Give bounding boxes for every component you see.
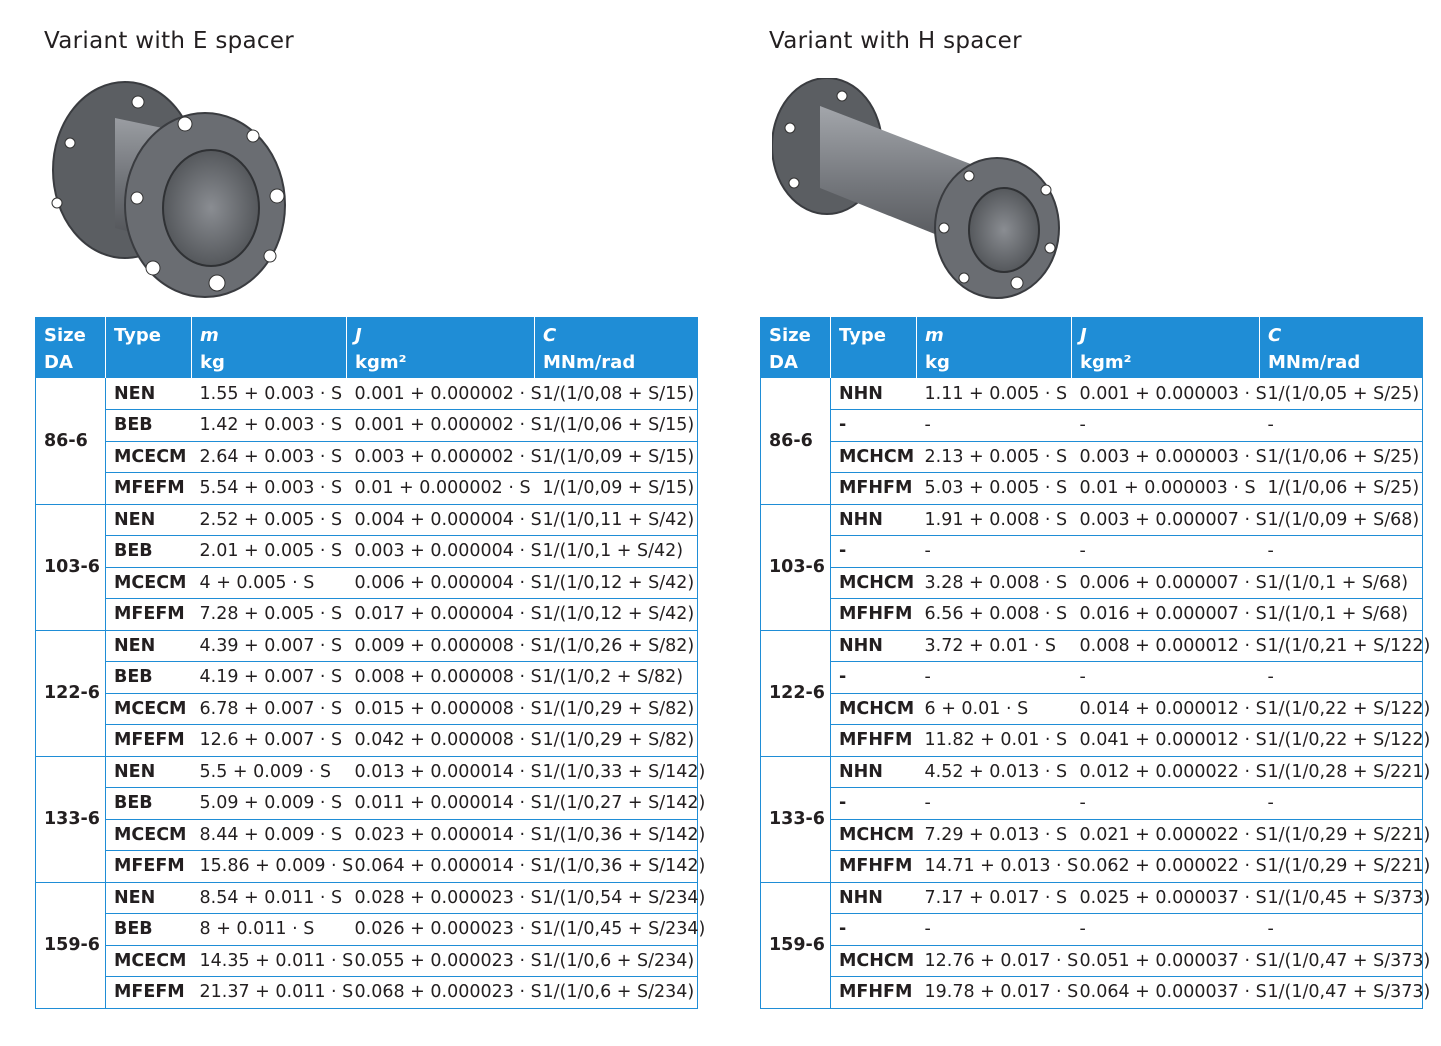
j-cell: - — [1072, 914, 1260, 946]
j-cell: 0.003 + 0.000004 · S — [347, 536, 535, 568]
j-cell: 0.016 + 0.000007 · S — [1072, 599, 1260, 631]
table-row — [36, 977, 698, 1009]
c-cell: 1/(1/0,26 + S/82) — [535, 630, 698, 662]
c-cell: 1/(1/0,1 + S/68) — [1260, 567, 1423, 599]
size-cell: 133-6 — [36, 756, 106, 882]
m-cell: 14.35 + 0.011 · S — [192, 945, 347, 977]
h-spacer-table-body — [761, 378, 1431, 1008]
j-cell: 0.017 + 0.000004 · S — [347, 599, 535, 631]
c-cell: 1/(1/0,09 + S/15) — [535, 473, 698, 505]
m-cell: 1.55 + 0.003 · S — [192, 378, 347, 410]
type-cell: MCECM — [106, 819, 192, 851]
type-cell: MFEFM — [106, 851, 192, 883]
header-j: J kgm² — [347, 318, 535, 379]
type-cell: BEB — [106, 788, 192, 820]
table-row — [761, 788, 1423, 820]
size-cell: 122-6 — [761, 630, 831, 756]
m-cell: 8.54 + 0.011 · S — [192, 882, 347, 914]
m-cell: 21.37 + 0.011 · S — [192, 977, 347, 1009]
table-row — [761, 410, 1423, 442]
h-spacer-title: Variant with H spacer — [769, 28, 1022, 54]
j-cell: 0.064 + 0.000014 · S — [347, 851, 535, 883]
c-cell: 1/(1/0,09 + S/15) — [535, 441, 698, 473]
type-cell: MFHFM — [831, 725, 917, 757]
type-cell: BEB — [106, 662, 192, 694]
size-cell: 122-6 — [36, 630, 106, 756]
j-cell: 0.008 + 0.000012 · S — [1072, 630, 1260, 662]
type-cell: MCHCM — [831, 441, 917, 473]
table-row — [761, 473, 1423, 505]
c-cell: 1/(1/0,36 + S/142) — [535, 819, 698, 851]
type-cell: - — [831, 788, 917, 820]
type-cell: MCECM — [106, 441, 192, 473]
c-cell: 1/(1/0,54 + S/234) — [535, 882, 698, 914]
type-cell: MFEFM — [106, 725, 192, 757]
header-type: Type — [831, 318, 917, 379]
j-cell: 0.062 + 0.000022 · S — [1072, 851, 1260, 883]
table-row — [36, 630, 698, 662]
table-row — [761, 536, 1423, 568]
table-header-row — [761, 318, 1423, 379]
m-cell: 14.71 + 0.013 · S — [917, 851, 1072, 883]
table-row — [761, 693, 1423, 725]
type-cell: MFEFM — [106, 977, 192, 1009]
size-cell: 86-6 — [761, 378, 831, 504]
table-row — [761, 441, 1423, 473]
m-cell: 8.44 + 0.009 · S — [192, 819, 347, 851]
table-row — [36, 441, 698, 473]
c-cell: 1/(1/0,45 + S/234) — [535, 914, 698, 946]
m-cell: 6.78 + 0.007 · S — [192, 693, 347, 725]
type-cell: NHN — [831, 378, 917, 410]
e-spacer-illustration — [45, 78, 295, 300]
j-cell: 0.012 + 0.000022 · S — [1072, 756, 1260, 788]
type-cell: NEN — [106, 630, 192, 662]
m-cell: 5.54 + 0.003 · S — [192, 473, 347, 505]
type-cell: NEN — [106, 756, 192, 788]
c-cell: 1/(1/0,21 + S/122) — [1260, 630, 1423, 662]
type-cell: MCHCM — [831, 819, 917, 851]
table-row — [761, 662, 1423, 694]
m-cell: 5.03 + 0.005 · S — [917, 473, 1072, 505]
type-cell: MCHCM — [831, 567, 917, 599]
table-row — [761, 756, 1423, 788]
type-cell: MFHFM — [831, 977, 917, 1009]
c-cell: 1/(1/0,29 + S/221) — [1260, 819, 1423, 851]
type-cell: MCHCM — [831, 693, 917, 725]
m-cell: - — [917, 788, 1072, 820]
j-cell: - — [1072, 536, 1260, 568]
table-row — [36, 473, 698, 505]
j-cell: - — [1072, 662, 1260, 694]
type-cell: NHN — [831, 756, 917, 788]
type-cell: NHN — [831, 630, 917, 662]
header-c: C MNm/rad — [535, 318, 698, 379]
j-cell: 0.01 + 0.000002 · S — [347, 473, 535, 505]
c-cell: 1/(1/0,08 + S/15) — [535, 378, 698, 410]
type-cell: NHN — [831, 504, 917, 536]
table-row — [761, 914, 1423, 946]
j-cell: 0.051 + 0.000037 · S — [1072, 945, 1260, 977]
m-cell: - — [917, 410, 1072, 442]
c-cell: 1/(1/0,29 + S/82) — [535, 725, 698, 757]
type-cell: NEN — [106, 504, 192, 536]
j-cell: 0.064 + 0.000037 · S — [1072, 977, 1260, 1009]
c-cell: - — [1260, 536, 1423, 568]
m-cell: 4 + 0.005 · S — [192, 567, 347, 599]
type-cell: - — [831, 662, 917, 694]
c-cell: 1/(1/0,47 + S/373) — [1260, 945, 1423, 977]
m-cell: 15.86 + 0.009 · S — [192, 851, 347, 883]
j-cell: 0.01 + 0.000003 · S — [1072, 473, 1260, 505]
c-cell: 1/(1/0,22 + S/122) — [1260, 725, 1423, 757]
j-cell: 0.003 + 0.000007 · S — [1072, 504, 1260, 536]
type-cell: MCECM — [106, 945, 192, 977]
j-cell: 0.068 + 0.000023 · S — [347, 977, 535, 1009]
type-cell: - — [831, 410, 917, 442]
m-cell: 8 + 0.011 · S — [192, 914, 347, 946]
table-row — [761, 977, 1423, 1009]
j-cell: 0.001 + 0.000002 · S — [347, 378, 535, 410]
type-cell: MCECM — [106, 567, 192, 599]
table-row — [36, 599, 698, 631]
m-cell: 6.56 + 0.008 · S — [917, 599, 1072, 631]
header-size: Size DA — [761, 318, 831, 379]
m-cell: 2.01 + 0.005 · S — [192, 536, 347, 568]
table-row — [36, 504, 698, 536]
c-cell: 1/(1/0,27 + S/142) — [535, 788, 698, 820]
table-row — [36, 756, 698, 788]
c-cell: 1/(1/0,22 + S/122) — [1260, 693, 1423, 725]
m-cell: - — [917, 662, 1072, 694]
m-cell: 2.52 + 0.005 · S — [192, 504, 347, 536]
header-c: C MNm/rad — [1260, 318, 1423, 379]
type-cell: NEN — [106, 882, 192, 914]
table-row — [761, 567, 1423, 599]
table-row — [761, 378, 1423, 410]
m-cell: 7.17 + 0.017 · S — [917, 882, 1072, 914]
m-cell: - — [917, 914, 1072, 946]
size-cell: 103-6 — [36, 504, 106, 630]
c-cell: - — [1260, 410, 1423, 442]
table-row — [36, 410, 698, 442]
c-cell: 1/(1/0,06 + S/15) — [535, 410, 698, 442]
j-cell: 0.013 + 0.000014 · S — [347, 756, 535, 788]
header-type: Type — [106, 318, 192, 379]
j-cell: 0.009 + 0.000008 · S — [347, 630, 535, 662]
e-spacer-table — [35, 317, 706, 1009]
j-cell: - — [1072, 410, 1260, 442]
c-cell: 1/(1/0,05 + S/25) — [1260, 378, 1423, 410]
c-cell: 1/(1/0,33 + S/142) — [535, 756, 698, 788]
j-cell: 0.021 + 0.000022 · S — [1072, 819, 1260, 851]
m-cell: 5.5 + 0.009 · S — [192, 756, 347, 788]
table-row — [36, 851, 698, 883]
table-row — [36, 725, 698, 757]
type-cell: BEB — [106, 410, 192, 442]
header-m: m kg — [917, 318, 1072, 379]
header-size: Size DA — [36, 318, 106, 379]
m-cell: 7.29 + 0.013 · S — [917, 819, 1072, 851]
type-cell: BEB — [106, 914, 192, 946]
m-cell: 4.52 + 0.013 · S — [917, 756, 1072, 788]
m-cell: 11.82 + 0.01 · S — [917, 725, 1072, 757]
m-cell: 2.13 + 0.005 · S — [917, 441, 1072, 473]
c-cell: 1/(1/0,06 + S/25) — [1260, 473, 1423, 505]
m-cell: 3.72 + 0.01 · S — [917, 630, 1072, 662]
c-cell: 1/(1/0,45 + S/373) — [1260, 882, 1423, 914]
table-row — [36, 882, 698, 914]
type-cell: MFEFM — [106, 473, 192, 505]
type-cell: - — [831, 914, 917, 946]
j-cell: 0.003 + 0.000003 · S — [1072, 441, 1260, 473]
j-cell: 0.028 + 0.000023 · S — [347, 882, 535, 914]
table-row — [36, 567, 698, 599]
table-row — [761, 630, 1423, 662]
j-cell: 0.023 + 0.000014 · S — [347, 819, 535, 851]
table-row — [36, 819, 698, 851]
c-cell: 1/(1/0,12 + S/42) — [535, 567, 698, 599]
type-cell: MCHCM — [831, 945, 917, 977]
type-cell: MFEFM — [106, 599, 192, 631]
c-cell: 1/(1/0,47 + S/373) — [1260, 977, 1423, 1009]
e-spacer-title: Variant with E spacer — [44, 28, 295, 54]
c-cell: 1/(1/0,29 + S/82) — [535, 693, 698, 725]
table-row — [36, 945, 698, 977]
size-cell: 159-6 — [36, 882, 106, 1008]
c-cell: 1/(1/0,09 + S/68) — [1260, 504, 1423, 536]
m-cell: 19.78 + 0.017 · S — [917, 977, 1072, 1009]
m-cell: 7.28 + 0.005 · S — [192, 599, 347, 631]
j-cell: 0.006 + 0.000007 · S — [1072, 567, 1260, 599]
m-cell: 4.19 + 0.007 · S — [192, 662, 347, 694]
table-row — [36, 378, 698, 410]
header-j: J kgm² — [1072, 318, 1260, 379]
type-cell: NEN — [106, 378, 192, 410]
j-cell: 0.004 + 0.000004 · S — [347, 504, 535, 536]
c-cell: 1/(1/0,2 + S/82) — [535, 662, 698, 694]
table-row — [761, 725, 1423, 757]
table-row — [36, 536, 698, 568]
type-cell: NHN — [831, 882, 917, 914]
c-cell: 1/(1/0,28 + S/221) — [1260, 756, 1423, 788]
j-cell: 0.008 + 0.000008 · S — [347, 662, 535, 694]
m-cell: 2.64 + 0.003 · S — [192, 441, 347, 473]
table-row — [761, 819, 1423, 851]
c-cell: 1/(1/0,11 + S/42) — [535, 504, 698, 536]
j-cell: 0.015 + 0.000008 · S — [347, 693, 535, 725]
table-row — [36, 693, 698, 725]
m-cell: 3.28 + 0.008 · S — [917, 567, 1072, 599]
table-row — [36, 662, 698, 694]
j-cell: - — [1072, 788, 1260, 820]
type-cell: BEB — [106, 536, 192, 568]
type-cell: MFHFM — [831, 851, 917, 883]
type-cell: MFHFM — [831, 473, 917, 505]
c-cell: - — [1260, 662, 1423, 694]
j-cell: 0.014 + 0.000012 · S — [1072, 693, 1260, 725]
c-cell: - — [1260, 788, 1423, 820]
h-spacer-table — [760, 317, 1431, 1009]
c-cell: 1/(1/0,36 + S/142) — [535, 851, 698, 883]
m-cell: - — [917, 536, 1072, 568]
j-cell: 0.041 + 0.000012 · S — [1072, 725, 1260, 757]
type-cell: MCECM — [106, 693, 192, 725]
j-cell: 0.026 + 0.000023 · S — [347, 914, 535, 946]
m-cell: 12.6 + 0.007 · S — [192, 725, 347, 757]
j-cell: 0.025 + 0.000037 · S — [1072, 882, 1260, 914]
header-m: m kg — [192, 318, 347, 379]
table-row — [36, 788, 698, 820]
table-header-row — [36, 318, 698, 379]
size-cell: 103-6 — [761, 504, 831, 630]
j-cell: 0.006 + 0.000004 · S — [347, 567, 535, 599]
h-spacer-illustration — [772, 78, 1072, 300]
j-cell: 0.042 + 0.000008 · S — [347, 725, 535, 757]
table-row — [761, 504, 1423, 536]
c-cell: 1/(1/0,1 + S/68) — [1260, 599, 1423, 631]
c-cell: 1/(1/0,6 + S/234) — [535, 945, 698, 977]
c-cell: 1/(1/0,29 + S/221) — [1260, 851, 1423, 883]
j-cell: 0.003 + 0.000002 · S — [347, 441, 535, 473]
m-cell: 4.39 + 0.007 · S — [192, 630, 347, 662]
m-cell: 1.91 + 0.008 · S — [917, 504, 1072, 536]
m-cell: 1.42 + 0.003 · S — [192, 410, 347, 442]
m-cell: 5.09 + 0.009 · S — [192, 788, 347, 820]
m-cell: 12.76 + 0.017 · S — [917, 945, 1072, 977]
table-row — [761, 882, 1423, 914]
j-cell: 0.001 + 0.000003 · S — [1072, 378, 1260, 410]
size-cell: 133-6 — [761, 756, 831, 882]
table-row — [761, 851, 1423, 883]
table-row — [761, 599, 1423, 631]
table-row — [36, 914, 698, 946]
size-cell: 159-6 — [761, 882, 831, 1008]
size-cell: 86-6 — [36, 378, 106, 504]
c-cell: 1/(1/0,12 + S/42) — [535, 599, 698, 631]
c-cell: 1/(1/0,06 + S/25) — [1260, 441, 1423, 473]
j-cell: 0.011 + 0.000014 · S — [347, 788, 535, 820]
type-cell: MFHFM — [831, 599, 917, 631]
table-row — [761, 945, 1423, 977]
j-cell: 0.055 + 0.000023 · S — [347, 945, 535, 977]
m-cell: 6 + 0.01 · S — [917, 693, 1072, 725]
m-cell: 1.11 + 0.005 · S — [917, 378, 1072, 410]
j-cell: 0.001 + 0.000002 · S — [347, 410, 535, 442]
c-cell: 1/(1/0,6 + S/234) — [535, 977, 698, 1009]
c-cell: - — [1260, 914, 1423, 946]
e-spacer-table-body — [36, 378, 706, 1008]
c-cell: 1/(1/0,1 + S/42) — [535, 536, 698, 568]
type-cell: - — [831, 536, 917, 568]
